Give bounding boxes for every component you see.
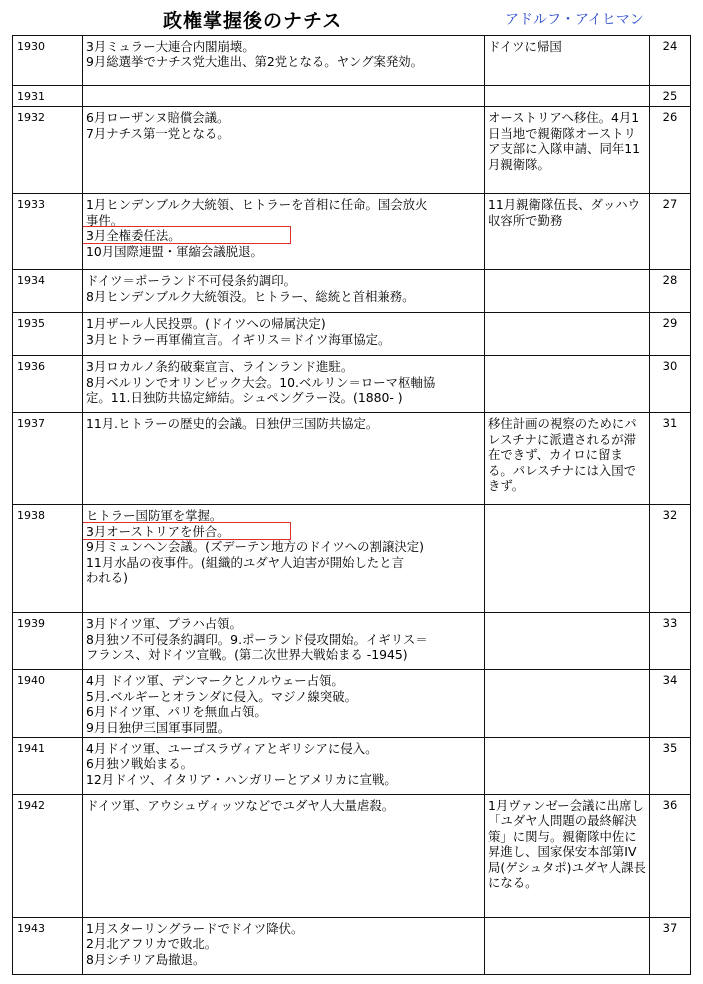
events-cell (83, 86, 485, 107)
event-line: 11月.ヒトラーの歴史的会議。日独伊三国防共協定。 (86, 416, 379, 432)
age-cell: 34 (650, 670, 691, 738)
age-cell: 29 (650, 313, 691, 356)
eichmann-cell (485, 36, 650, 86)
events-cell (83, 194, 485, 270)
events-cell (83, 270, 485, 313)
year-cell: 1934 (13, 270, 83, 313)
table-row (13, 738, 691, 795)
event-line: 8月シチリア島撤退。 (86, 951, 206, 967)
eichmann-cell (485, 107, 650, 194)
eichmann-cell (485, 86, 650, 107)
event-line: 3月オーストリアを併合。 (86, 524, 481, 539)
table-row (13, 107, 691, 194)
eichmann-cell (485, 670, 650, 738)
event-line: 事件。 (86, 212, 124, 228)
table-row (13, 313, 691, 356)
event-line: 6月ドイツ軍、パリを無血占領。 (86, 704, 267, 720)
table-row (13, 194, 691, 270)
event-line: 11月水晶の夜事件。(組織的ユダヤ人迫害が開始したと言 (86, 554, 404, 570)
year-cell: 1940 (13, 670, 83, 738)
table-row (13, 918, 691, 975)
red-highlight-box (83, 522, 292, 540)
event-line: 1月スターリングラードでドイツ降伏。 (86, 921, 304, 937)
events-cell (83, 356, 485, 413)
events-cell (83, 313, 485, 356)
age-cell: 30 (650, 356, 691, 413)
year-cell: 1931 (13, 86, 83, 107)
event-line: 6月ローザンヌ賠償会議。 (86, 110, 230, 126)
eichmann-cell (485, 413, 650, 505)
chronology-table (12, 35, 691, 975)
event-line: われる) (86, 570, 129, 586)
event-line: 3月全権委任法。 (86, 228, 481, 243)
table-row (13, 270, 691, 313)
page-title: 政権掌握後のナチス (163, 10, 343, 32)
events-cell (83, 613, 485, 670)
event-line: 5月.ベルギーとオランダに侵入。マジノ線突破。 (86, 688, 358, 704)
year-cell: 1936 (13, 356, 83, 413)
age-cell: 37 (650, 918, 691, 975)
year-cell: 1943 (13, 918, 83, 975)
eichmann-cell (485, 613, 650, 670)
event-line: 6月独ソ戦始まる。 (86, 756, 194, 772)
events-cell (83, 795, 485, 918)
eichmann-cell (485, 795, 650, 918)
event-line: 3月ロカルノ条約破棄宣言、ラインランド進駐。 (86, 359, 354, 375)
age-cell: 28 (650, 270, 691, 313)
age-cell: 31 (650, 413, 691, 505)
event-line: 9月総選挙でナチス党大進出、第2党となる。ヤング案発効。 (86, 54, 424, 70)
event-line: 12月ドイツ、イタリア・ハンガリーとアメリカに宣戦。 (86, 771, 397, 787)
age-cell: 36 (650, 795, 691, 918)
events-cell (83, 413, 485, 505)
age-cell: 27 (650, 194, 691, 270)
year-cell: 1938 (13, 505, 83, 613)
red-highlight-box (83, 226, 292, 244)
events-cell (83, 36, 485, 86)
eichmann-cell (485, 356, 650, 413)
event-line: 9月日独伊三国軍事同盟。 (86, 719, 231, 735)
event-line: 9月ミュンヘン会議。(ズデーテン地方のドイツへの割譲決定) (86, 539, 424, 555)
event-line: 4月ドイツ軍、ユーゴスラヴィアとギリシアに侵入。 (86, 741, 378, 757)
eichmann-cell (485, 270, 650, 313)
age-cell: 25 (650, 86, 691, 107)
eichmann-note: オーストリアへ移住。4月1日当地で親衛隊オーストリア支部に入隊申請、同年11月親衛隊。 (488, 110, 641, 172)
eichmann-note: 11月親衛隊伍長、ダッハウ収容所で勤務 (488, 197, 641, 228)
age-cell: 32 (650, 505, 691, 613)
event-line: フランス、対ドイツ宣戦。(第二次世界大戦始まる -1945) (86, 647, 408, 663)
table-row (13, 613, 691, 670)
eichmann-note: ドイツに帰国 (488, 39, 562, 54)
eichmann-cell (485, 918, 650, 975)
eichmann-note: 移住計画の視察のためにパレスチナに派遣されるが滞在できず、カイロに留まる。パレスチナには入国できず。 (488, 416, 637, 494)
event-line: 定。11.日独防共協定締結。シュペングラー没。(1880- ) (86, 390, 403, 406)
table-row (13, 505, 691, 613)
event-line: 2月北アフリカで敗北。 (86, 936, 218, 952)
age-cell: 24 (650, 36, 691, 86)
year-cell: 1941 (13, 738, 83, 795)
table-row (13, 413, 691, 505)
age-cell: 26 (650, 107, 691, 194)
table-row (13, 86, 691, 107)
table-row (13, 356, 691, 413)
eichmann-note: 1月ヴァンゼー会議に出席し「ユダヤ人問題の最終解決策」に関与。親衛隊中佐に昇進し、国家保安本部第IV局(ゲシュタポ)ユダヤ人課長になる。 (488, 798, 646, 891)
author-name: アドルフ・アイヒマン (505, 12, 644, 28)
year-cell: 1942 (13, 795, 83, 918)
events-cell (83, 918, 485, 975)
events-cell (83, 107, 485, 194)
events-cell (83, 505, 485, 613)
year-cell: 1932 (13, 107, 83, 194)
event-line: 10月国際連盟・軍縮会議脱退。 (86, 243, 263, 259)
events-cell (83, 738, 485, 795)
event-line: 3月ミュラー大連合内閣崩壊。 (86, 39, 255, 54)
event-line: 7月ナチス第一党となる。 (86, 125, 230, 141)
events-cell (83, 670, 485, 738)
event-line: 1月ザール人民投票。(ドイツへの帰属決定) (86, 316, 326, 332)
year-cell: 1930 (13, 36, 83, 86)
event-line: 1月ヒンデンブルク大統領、ヒトラーを首相に任命。国会放火 (86, 197, 428, 213)
event-line: 3月ドイツ軍、プラハ占領。 (86, 616, 242, 632)
table-row (13, 670, 691, 738)
year-cell: 1939 (13, 613, 83, 670)
event-line: ヒトラー国防軍を掌握。 (86, 508, 223, 524)
event-line: 4月 ドイツ軍、デンマークとノルウェー占領。 (86, 673, 344, 689)
year-cell: 1935 (13, 313, 83, 356)
age-cell: 35 (650, 738, 691, 795)
event-line: 8月ベルリンでオリンピック大会。10.ベルリン＝ローマ枢軸協 (86, 374, 436, 390)
event-line: 3月ヒトラー再軍備宣言。イギリス＝ドイツ海軍協定。 (86, 331, 391, 347)
eichmann-cell (485, 313, 650, 356)
event-line: ドイツ＝ポーランド不可侵条約調印。 (86, 273, 297, 289)
eichmann-cell (485, 738, 650, 795)
eichmann-cell (485, 194, 650, 270)
event-line: 8月独ソ不可侵条約調印。9.ポーランド侵攻開始。イギリス＝ (86, 631, 428, 647)
year-cell: 1933 (13, 194, 83, 270)
age-cell: 33 (650, 613, 691, 670)
event-line: 8月ヒンデンブルク大統領没。ヒトラー、総統と首相兼務。 (86, 288, 415, 304)
table-row (13, 36, 691, 86)
year-cell: 1937 (13, 413, 83, 505)
eichmann-cell (485, 505, 650, 613)
table-row (13, 795, 691, 918)
event-line: ドイツ軍、アウシュヴィッツなどでユダヤ人大量虐殺。 (86, 798, 395, 814)
